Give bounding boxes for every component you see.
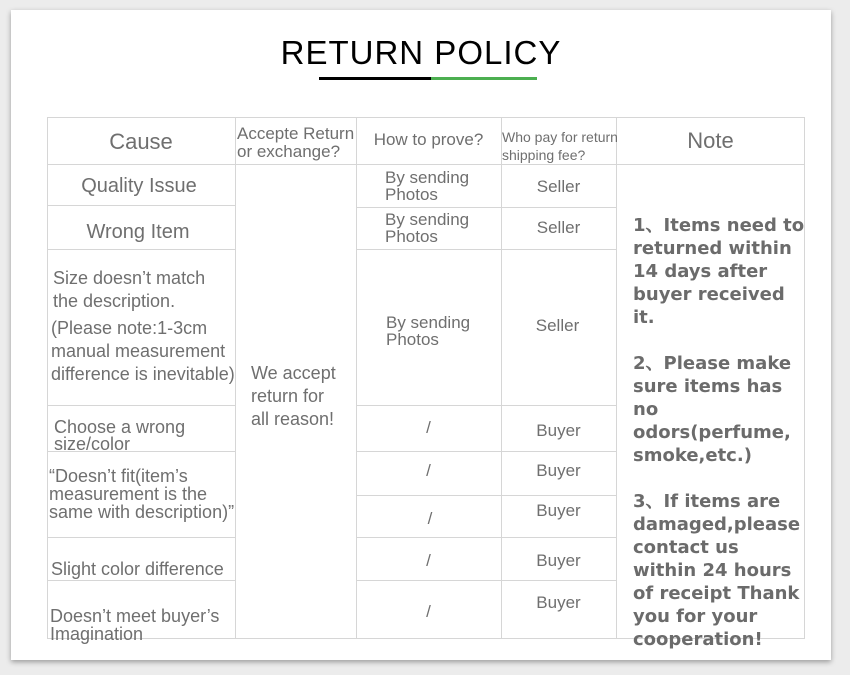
row-divider xyxy=(47,249,235,250)
header-who-pay xyxy=(502,128,618,164)
title-underline-green xyxy=(431,77,537,80)
prove-none: / xyxy=(426,602,431,621)
cause-line: Imagination xyxy=(50,624,144,644)
cause-slight-color: Slight color difference xyxy=(51,559,224,579)
prove-line: By sending xyxy=(385,210,470,229)
note-3: 3、If items are damaged,please contact us within 24 hours of receipt Thank you for your cooperation! xyxy=(633,491,801,650)
prove-none: / xyxy=(426,461,431,480)
cause-line: (Please note:1-3cm xyxy=(51,318,208,338)
cause-line: same with description)” xyxy=(49,502,235,522)
policy-table xyxy=(47,117,805,650)
policy-notes xyxy=(633,214,805,674)
payer-buyer: Buyer xyxy=(536,461,581,480)
header-cause: Cause xyxy=(109,129,173,154)
cause-line: “Doesn’t fit(item’s xyxy=(49,466,188,486)
row-divider xyxy=(356,495,616,496)
page-title: RETURN POLICY xyxy=(280,34,562,71)
prove-line: Photos xyxy=(385,185,438,204)
row-divider xyxy=(356,537,616,538)
cause-line: Size doesn’t match xyxy=(53,268,206,288)
prove-line: By sending xyxy=(386,313,471,332)
cause-line: Choose a wrong xyxy=(54,417,186,437)
payer-buyer: Buyer xyxy=(536,421,581,440)
header-who-pay-line: Who pay for return xyxy=(502,129,618,145)
cause-doesnt-fit xyxy=(49,467,234,521)
prove-photos xyxy=(386,314,470,348)
header-accept-line: or exchange? xyxy=(237,142,341,161)
payer-seller: Seller xyxy=(536,218,581,237)
row-divider xyxy=(356,249,616,250)
accept-line: return for xyxy=(251,386,325,406)
cause-size-mismatch xyxy=(53,267,205,313)
prove-none: / xyxy=(426,418,431,437)
cause-imagination xyxy=(50,607,219,643)
cause-line: size/color xyxy=(54,434,131,454)
header-accept xyxy=(237,125,354,161)
payer-buyer: Buyer xyxy=(536,501,581,520)
cause-size-note xyxy=(51,317,235,386)
cause-line: Doesn’t meet buyer’s xyxy=(50,606,220,626)
prove-photos xyxy=(385,211,469,245)
header-prove: How to prove? xyxy=(373,130,484,149)
header-divider xyxy=(47,164,805,165)
row-divider xyxy=(356,405,616,406)
cause-wrong-size-color xyxy=(54,419,185,453)
cause-line: manual measurement xyxy=(51,341,226,361)
prove-none: / xyxy=(427,509,433,528)
prove-photos xyxy=(385,169,469,203)
cause-quality-issue: Quality Issue xyxy=(81,175,197,197)
cause-line: measurement is the xyxy=(49,484,208,504)
row-divider xyxy=(47,580,235,581)
cause-line: difference is inevitable) xyxy=(51,364,235,384)
accept-line: all reason! xyxy=(251,409,335,429)
payer-seller: Seller xyxy=(536,177,581,196)
row-divider xyxy=(47,537,235,538)
payer-buyer: Buyer xyxy=(536,551,581,570)
payer-seller: Seller xyxy=(535,316,580,335)
row-divider xyxy=(356,207,616,208)
header-note: Note xyxy=(687,128,734,153)
title-underline-black xyxy=(319,77,431,80)
row-divider xyxy=(47,205,235,206)
prove-line: Photos xyxy=(385,227,438,246)
accept-line: We accept xyxy=(251,363,336,383)
header-who-pay-line: shipping fee? xyxy=(502,147,586,163)
note-1: 1、Items need to returned within 14 days after buyer received it. xyxy=(633,215,805,328)
return-policy-card xyxy=(11,10,831,660)
col-divider xyxy=(616,117,617,639)
payer-buyer: Buyer xyxy=(536,593,581,612)
cause-wrong-item: Wrong Item xyxy=(86,221,190,243)
prove-none: / xyxy=(426,551,431,570)
prove-line: By sending xyxy=(385,168,470,187)
row-divider xyxy=(356,580,616,581)
row-divider xyxy=(356,451,616,452)
note-2: 2、Please make sure items has no odors(perfume, smoke,etc.) xyxy=(633,353,792,466)
prove-line: Photos xyxy=(386,330,439,349)
col-divider xyxy=(235,117,236,639)
cause-line: the description. xyxy=(53,291,176,311)
table-border-top xyxy=(47,117,805,118)
accept-all-reason xyxy=(251,362,336,431)
header-accept-line: Accepte Return xyxy=(237,124,355,143)
row-divider xyxy=(47,405,235,406)
